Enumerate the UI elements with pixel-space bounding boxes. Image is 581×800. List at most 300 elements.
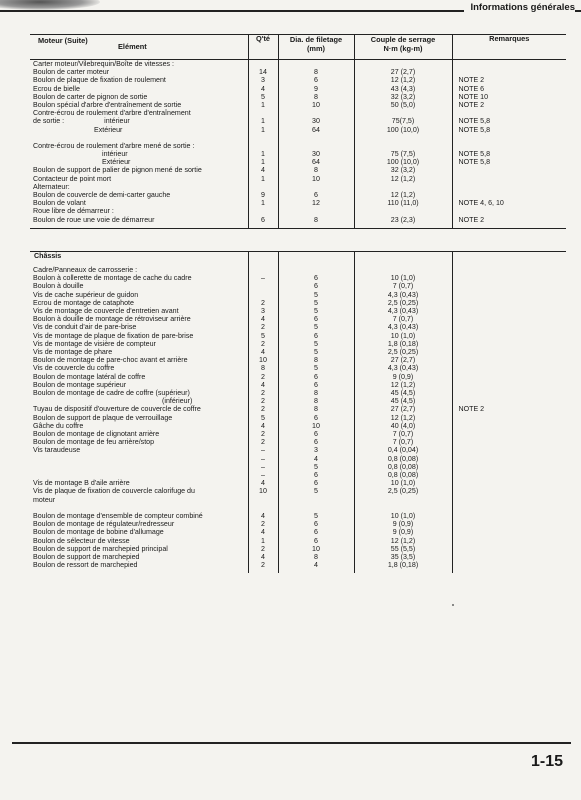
torque-cell: 10 (1,0) [354, 332, 452, 340]
remarks-cell [452, 183, 566, 191]
torque-cell: 7 (0,7) [354, 315, 452, 323]
element-cell: moteur [33, 495, 56, 504]
diameter-cell: 6 [278, 414, 354, 422]
remarks-cell [452, 274, 566, 282]
torque-cell: 1,8 (0,18) [354, 340, 452, 348]
torque-cell: 0,8 (0,08) [354, 455, 452, 463]
page-number: 1-15 [530, 753, 563, 770]
element-cell: Boulon de support de marchepied principal [33, 544, 168, 553]
remarks-cell: NOTE 10 [452, 93, 566, 101]
qty-cell: 5 [248, 332, 278, 340]
qty-cell: 1 [248, 199, 278, 207]
remarks-cell [452, 438, 566, 446]
diameter-cell: 6 [278, 471, 354, 479]
chassis-row [30, 299, 566, 307]
chassis-row [30, 545, 566, 553]
torque-cell: 27 (2,7) [354, 405, 452, 413]
torque-cell: 2,5 (0,25) [354, 348, 452, 356]
torque-cell [354, 109, 452, 117]
element-cell: Cadre/Panneaux de carrosserie : [33, 266, 138, 274]
remarks-cell [452, 332, 566, 340]
qty-cell: 2 [248, 373, 278, 381]
diameter-cell [278, 183, 354, 191]
chassis-row [30, 537, 566, 545]
chassis-row [30, 266, 566, 274]
qty-cell: 1 [248, 150, 278, 158]
element-cell: Boulon de carter moteur [33, 68, 110, 77]
element-cell: Boulon de volant [33, 199, 86, 208]
remarks-cell [452, 487, 566, 495]
element-cell: Boulon de montage latéral de coffre [33, 372, 146, 381]
qty-cell [248, 291, 278, 299]
torque-cell: 9 (0,9) [354, 528, 452, 536]
scan-smudge [0, 0, 100, 10]
remarks-cell: NOTE 4, 6, 10 [452, 199, 566, 207]
diameter-cell: 64 [278, 126, 354, 134]
qty-cell: 4 [248, 315, 278, 323]
torque-cell [354, 142, 452, 150]
chassis-row [30, 438, 566, 446]
torque-cell: 7 (0,7) [354, 282, 452, 290]
diameter-cell: 8 [278, 166, 354, 174]
remarks-cell [452, 553, 566, 561]
qty-cell: – [248, 471, 278, 479]
qty-cell: 4 [248, 512, 278, 520]
remarks-cell [452, 463, 566, 471]
diameter-cell: 6 [278, 438, 354, 446]
qty-cell: 2 [248, 397, 278, 405]
motor-row [30, 109, 566, 117]
col-header-qty: Q'té [248, 35, 278, 60]
qty-cell [248, 496, 278, 504]
remarks-cell [452, 397, 566, 405]
remarks-cell [452, 191, 566, 199]
remarks-cell [452, 479, 566, 487]
qty-cell: 5 [248, 93, 278, 101]
diameter-cell: 5 [278, 323, 354, 331]
remarks-cell [452, 68, 566, 76]
chassis-row [30, 561, 566, 569]
element-cell: Vis taraudeuse [33, 446, 81, 455]
chassis-row [30, 520, 566, 528]
remarks-cell [452, 496, 566, 504]
diameter-cell: 8 [278, 68, 354, 76]
element-cell [30, 471, 248, 479]
chassis-row [30, 479, 566, 487]
remarks-cell [452, 446, 566, 454]
chassis-row [30, 389, 566, 397]
diameter-cell [278, 207, 354, 215]
diameter-cell: 6 [278, 528, 354, 536]
motor-title: Moteur (Suite) [38, 36, 88, 45]
qty-cell: 4 [248, 479, 278, 487]
remarks-cell: NOTE 5,8 [452, 150, 566, 158]
element-cell: Alternateur: [33, 182, 70, 191]
qty-cell: 2 [248, 340, 278, 348]
torque-cell: 100 (10,0) [354, 126, 452, 134]
element-cell: Boulon à douille de montage de rétroviseur arrière [33, 315, 191, 324]
qty-cell [248, 142, 278, 150]
diameter-cell: 8 [278, 397, 354, 405]
col-header-element: Elément [118, 42, 147, 51]
element-cell: Boulon de support de marchepied [33, 552, 140, 561]
qty-cell: – [248, 463, 278, 471]
diameter-cell: 6 [278, 520, 354, 528]
torque-cell: 7 (0,7) [354, 438, 452, 446]
remarks-cell [452, 340, 566, 348]
torque-cell: 4,3 (0,43) [354, 323, 452, 331]
remarks-cell [452, 315, 566, 323]
qty-cell: 9 [248, 191, 278, 199]
diameter-cell: 6 [278, 430, 354, 438]
diameter-cell: 10 [278, 545, 354, 553]
element-cell: Boulon de ressort de marchepied [33, 561, 138, 570]
chassis-row [30, 463, 566, 471]
element-cell: Boulon à douille [33, 282, 84, 291]
remarks-cell [452, 166, 566, 174]
qty-cell: 10 [248, 487, 278, 495]
element-cell: Boulon de support de plaque de verrouillage [33, 413, 173, 422]
element-cell: Boulon de couvercle de demi-carter gauche [33, 191, 171, 200]
diameter-cell [278, 142, 354, 150]
diameter-cell: 5 [278, 463, 354, 471]
qty-cell: 2 [248, 520, 278, 528]
diameter-cell: 6 [278, 381, 354, 389]
element-cell: Vis de montage de couvercle d'entretien avant [33, 307, 179, 316]
motor-row [30, 60, 566, 69]
element-cell: Boulon de montage de bobine d'allumage [33, 528, 164, 537]
qty-cell: 14 [248, 68, 278, 76]
chassis-row [30, 471, 566, 479]
chassis-row [30, 315, 566, 323]
diameter-cell: 10 [278, 422, 354, 430]
motor-row [30, 175, 566, 183]
chassis-row [30, 364, 566, 372]
chassis-row [30, 422, 566, 430]
element-sub-label: intérieur [104, 117, 130, 126]
remarks-cell [452, 381, 566, 389]
remarks-cell: NOTE 5,8 [452, 158, 566, 166]
element-cell: Vis de conduit d'air de pare-brise [33, 323, 137, 332]
qty-cell: 1 [248, 101, 278, 109]
col-header-remarks: Remarques [452, 35, 566, 60]
diameter-cell: 9 [278, 85, 354, 93]
qty-cell: 4 [248, 348, 278, 356]
motor-row [30, 166, 566, 174]
qty-cell [248, 207, 278, 215]
qty-cell: 2 [248, 430, 278, 438]
diameter-cell: 6 [278, 282, 354, 290]
chassis-row [30, 553, 566, 561]
chassis-row [30, 373, 566, 381]
torque-cell: 23 (2,3) [354, 216, 452, 224]
remarks-cell [452, 389, 566, 397]
element-cell: Vis de couvercle du coffre [33, 364, 115, 373]
chassis-row [30, 323, 566, 331]
element-cell: Boulon de montage supérieur [33, 380, 127, 389]
remarks-cell [452, 422, 566, 430]
qty-cell: 2 [248, 545, 278, 553]
element-cell: Boulon de carter de pignon de sortie [33, 92, 148, 101]
top-rule [0, 0, 581, 26]
qty-cell: 2 [248, 405, 278, 413]
qty-cell: 4 [248, 422, 278, 430]
motor-row [30, 117, 566, 125]
element-cell: Boulon de sélecteur de vitesse [33, 536, 130, 545]
chassis-torque-table [30, 251, 566, 573]
element-cell: Vis de cache supérieur de guidon [33, 290, 139, 299]
diameter-cell: 4 [278, 455, 354, 463]
qty-cell: 1 [248, 175, 278, 183]
element-cell [30, 463, 248, 471]
element-cell: intérieur [102, 150, 128, 159]
torque-cell: 1,8 (0,18) [354, 561, 452, 569]
diameter-cell: 5 [278, 340, 354, 348]
remarks-cell [452, 60, 566, 69]
torque-cell: 0,4 (0,04) [354, 446, 452, 454]
chassis-row [30, 528, 566, 536]
element-cell: Ecrou de montage de cataphote [33, 298, 134, 307]
torque-cell: 10 (1,0) [354, 512, 452, 520]
diameter-cell: 30 [278, 150, 354, 158]
motor-row [30, 191, 566, 199]
torque-cell: 2,5 (0,25) [354, 487, 452, 495]
qty-cell: – [248, 274, 278, 282]
diameter-cell: 5 [278, 364, 354, 372]
qty-cell: 4 [248, 381, 278, 389]
element-cell: (inférieur) [162, 397, 193, 406]
diameter-cell: 8 [278, 553, 354, 561]
remarks-cell [452, 109, 566, 117]
remarks-cell [452, 430, 566, 438]
diameter-cell: 6 [278, 274, 354, 282]
element-cell: Gâche du coffre [33, 421, 84, 430]
remarks-cell [452, 512, 566, 520]
qty-cell [248, 282, 278, 290]
element-cell: Vis de montage B d'aile arrière [33, 479, 130, 488]
torque-cell: 43 (4,3) [354, 85, 452, 93]
torque-cell [354, 496, 452, 504]
diameter-cell: 6 [278, 332, 354, 340]
diameter-cell: 6 [278, 479, 354, 487]
torque-cell: 55 (5,5) [354, 545, 452, 553]
element-cell: de sortie : intérieur [33, 117, 130, 126]
qty-cell: 2 [248, 438, 278, 446]
torque-cell: 100 (10,0) [354, 158, 452, 166]
chassis-row [30, 397, 566, 405]
motor-row [30, 207, 566, 215]
remarks-cell [452, 323, 566, 331]
torque-cell [354, 207, 452, 215]
remarks-cell [452, 528, 566, 536]
qty-cell: 2 [248, 389, 278, 397]
element-cell: Contre-écrou de roulement d'arbre d'entraînement [33, 109, 191, 118]
col-header-diameter: Dia. de filetage (mm) [278, 35, 354, 60]
torque-cell: 27 (2,7) [354, 68, 452, 76]
chassis-row [30, 356, 566, 364]
element-cell: Vis de montage de plaque de fixation de pare-brise [33, 331, 194, 340]
remarks-cell: NOTE 5,8 [452, 117, 566, 125]
qty-cell: 1 [248, 537, 278, 545]
torque-cell: 27 (2,7) [354, 356, 452, 364]
chassis-row [30, 496, 566, 504]
torque-cell: 45 (4,5) [354, 389, 452, 397]
chassis-row [30, 430, 566, 438]
element-cell: Boulon à collerette de montage de cache du cadre [33, 274, 192, 283]
element-cell: Boulon de montage de cadre de coffre (supérieur) [33, 389, 190, 398]
qty-cell: 4 [248, 85, 278, 93]
col-header-torque: Couple de serrage N·m (kg-m) [354, 35, 452, 60]
motor-row [30, 101, 566, 109]
diameter-cell: 5 [278, 299, 354, 307]
motor-row [30, 68, 566, 76]
remarks-cell [452, 520, 566, 528]
chassis-row [30, 381, 566, 389]
qty-cell: – [248, 446, 278, 454]
qty-cell [248, 109, 278, 117]
remarks-cell: NOTE 6 [452, 85, 566, 93]
element-cell: Boulon spécial d'arbre d'entraînement de sortie [33, 101, 182, 110]
remarks-cell [452, 561, 566, 569]
remarks-cell: NOTE 5,8 [452, 126, 566, 134]
element-cell: Boulon de support de palier de pignon mené de sortie [33, 166, 202, 175]
element-cell: Extérieur [102, 158, 131, 167]
torque-cell: 75 (7,5) [354, 150, 452, 158]
diameter-cell: 5 [278, 307, 354, 315]
element-cell: Carter moteur/Vilebrequin/Boîte de vitesses : [33, 60, 175, 68]
qty-cell: 6 [248, 216, 278, 224]
torque-cell: 12 (1,2) [354, 175, 452, 183]
qty-cell: 1 [248, 117, 278, 125]
chassis-row [30, 291, 566, 299]
qty-cell: 1 [248, 126, 278, 134]
element-cell: Boulon de montage de feu arrière/stop [33, 438, 155, 447]
diameter-cell: 8 [278, 93, 354, 101]
torque-cell: 32 (3,2) [354, 166, 452, 174]
remarks-cell [452, 175, 566, 183]
qty-cell: 2 [248, 323, 278, 331]
diameter-cell: 6 [278, 191, 354, 199]
torque-cell: 35 (3,5) [354, 553, 452, 561]
torque-cell: 10 (1,0) [354, 274, 452, 282]
remarks-cell: NOTE 2 [452, 101, 566, 109]
torque-cell: 12 (1,2) [354, 76, 452, 84]
diameter-cell: 10 [278, 175, 354, 183]
remarks-cell: NOTE 2 [452, 76, 566, 84]
diameter-cell [278, 496, 354, 504]
motor-row [30, 85, 566, 93]
torque-cell: 0,8 (0,08) [354, 463, 452, 471]
diameter-cell [278, 109, 354, 117]
motor-torque-table [30, 34, 566, 229]
element-cell: Boulon de montage de régulateur/redresseur [33, 520, 175, 529]
torque-cell: 32 (3,2) [354, 93, 452, 101]
chassis-row [30, 405, 566, 413]
diameter-cell: 8 [278, 356, 354, 364]
torque-cell: 50 (5,0) [354, 101, 452, 109]
qty-cell: 2 [248, 561, 278, 569]
element-cell: Contre-écrou de roulement d'arbre mené de sortie : [33, 141, 195, 150]
remarks-cell [452, 373, 566, 381]
remarks-cell [452, 414, 566, 422]
remarks-cell [452, 266, 566, 274]
chassis-row [30, 282, 566, 290]
chassis-row [30, 274, 566, 282]
torque-cell [354, 60, 452, 69]
diameter-cell: 8 [278, 389, 354, 397]
torque-cell: 12 (1,2) [354, 381, 452, 389]
torque-cell: 75(7,5) [354, 117, 452, 125]
diameter-cell: 3 [278, 446, 354, 454]
chassis-row [30, 446, 566, 454]
qty-cell: 1 [248, 158, 278, 166]
element-cell: Boulon de montage de clignotant arrière [33, 430, 160, 439]
diameter-cell: 4 [278, 561, 354, 569]
qty-cell: – [248, 455, 278, 463]
element-cell: Contacteur de point mort [33, 174, 112, 183]
diameter-cell [278, 60, 354, 69]
element-cell [30, 455, 248, 463]
diameter-cell: 6 [278, 373, 354, 381]
torque-cell: 9 (0,9) [354, 520, 452, 528]
remarks-cell [452, 142, 566, 150]
qty-cell [248, 60, 278, 69]
footer-rule [12, 742, 571, 744]
element-cell: Boulon de montage de pare-choc avant et arrière [33, 356, 188, 365]
diameter-cell: 12 [278, 199, 354, 207]
motor-row [30, 158, 566, 166]
remarks-cell [452, 356, 566, 364]
diameter-cell: 5 [278, 512, 354, 520]
element-cell: Vis de montage de phare [33, 348, 113, 357]
qty-cell: 3 [248, 76, 278, 84]
remarks-cell [452, 348, 566, 356]
remarks-cell [452, 291, 566, 299]
chassis-row [30, 455, 566, 463]
torque-cell: 110 (11,0) [354, 199, 452, 207]
qty-cell: 10 [248, 356, 278, 364]
chassis-row [30, 340, 566, 348]
element-cell: Boulon de montage d'ensemble de compteur combiné [33, 511, 203, 520]
motor-row [30, 183, 566, 191]
chassis-row [30, 512, 566, 520]
torque-cell: 12 (1,2) [354, 414, 452, 422]
qty-cell: 5 [248, 414, 278, 422]
qty-cell: 3 [248, 307, 278, 315]
qty-cell [248, 183, 278, 191]
motor-row [30, 126, 566, 134]
diameter-cell: 5 [278, 291, 354, 299]
remarks-cell [452, 537, 566, 545]
remarks-cell: NOTE 2 [452, 216, 566, 224]
remarks-cell [452, 299, 566, 307]
element-cell: Vis de montage de visière de compteur [33, 339, 156, 348]
scan-speck [452, 604, 454, 606]
torque-cell: 4,3 (0,43) [354, 307, 452, 315]
qty-cell: 2 [248, 299, 278, 307]
torque-cell: 7 (0,7) [354, 430, 452, 438]
element-cell: Vis de plaque de fixation de couvercle calorifuge du [33, 487, 195, 496]
torque-cell: 0,8 (0,08) [354, 471, 452, 479]
element-cell: Extérieur [94, 125, 123, 134]
remarks-cell [452, 307, 566, 315]
chassis-title: Châssis [34, 252, 62, 260]
torque-cell: 10 (1,0) [354, 479, 452, 487]
diameter-cell: 5 [278, 348, 354, 356]
diameter-cell: 6 [278, 76, 354, 84]
qty-cell [248, 266, 278, 274]
torque-cell: 4,3 (0,43) [354, 291, 452, 299]
